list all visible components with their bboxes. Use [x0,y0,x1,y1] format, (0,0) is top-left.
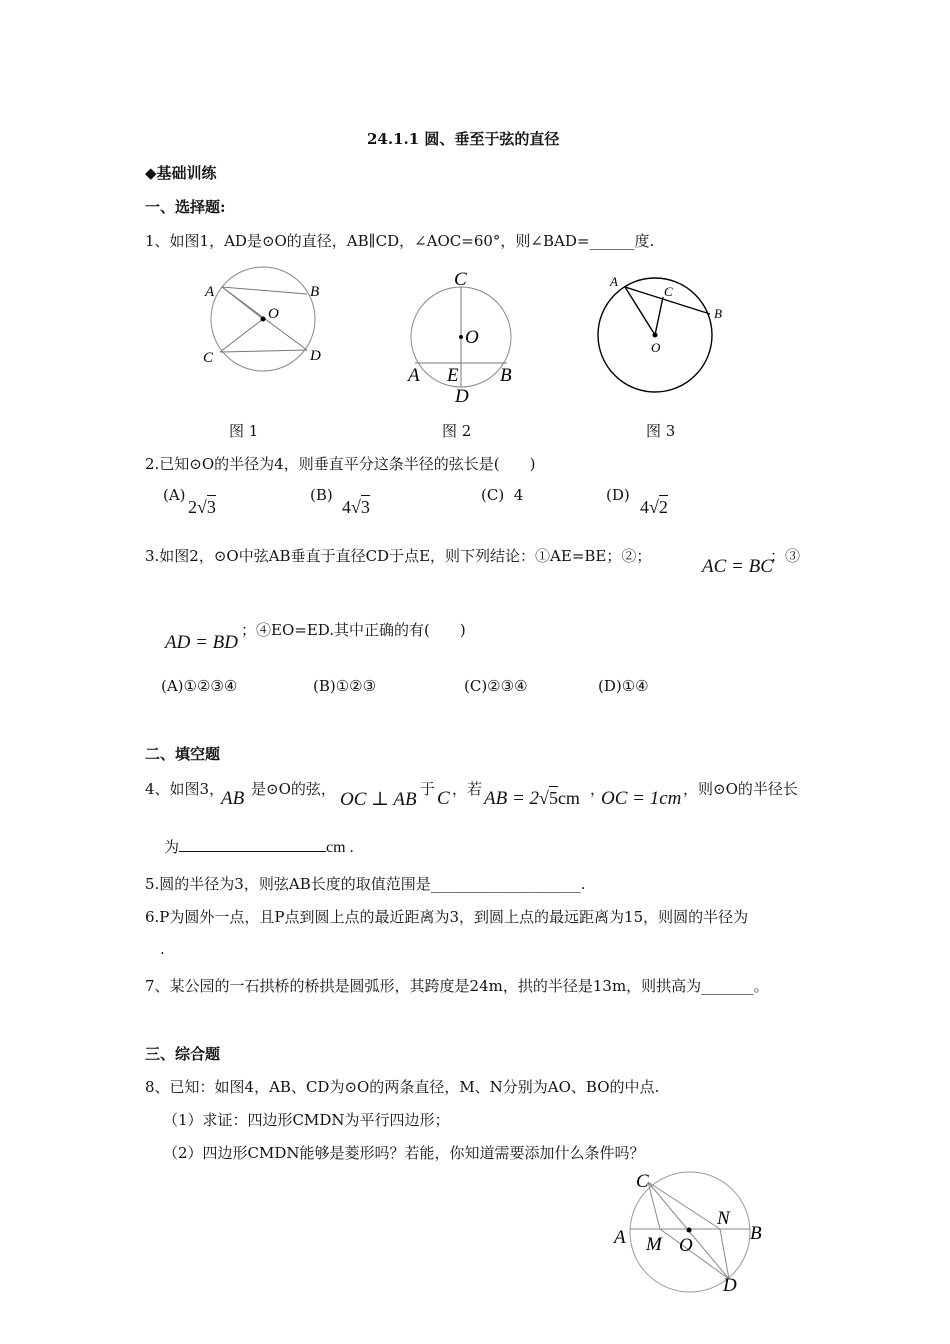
fig1-label-b: B [310,284,320,300]
q3-option-b: (B)①②③ [313,677,377,695]
question-8-part-1: （1）求证：四边形CMDN为平行四边形； [163,1111,450,1129]
q3-arc-equality-1: AC = BC [702,556,773,577]
figure-1-caption: 图 1 [229,422,259,440]
fig2-label-d: D [455,386,469,407]
figure-3 [592,268,732,398]
q3-option-c: (C)②③④ [464,677,528,695]
section-choice-heading: 一、选择题: [145,198,226,216]
q3-option-d: (D)①④ [598,677,649,695]
q4-suffix: ，则⊙O的半径长 [683,780,798,798]
figure-3-caption: 图 3 [646,422,676,440]
question-7: 7、某公园的一石拱桥的桥拱是圆弧形，其跨度是24m，拱的半径是13m，则拱高为_______。 [145,977,769,995]
q4-text-2: 于 [420,780,436,798]
fig1-label-o: O [268,306,279,322]
fig2-label-a: A [408,365,420,386]
fig3-label-b: B [714,306,722,321]
q4-oc-perp-ab: OC ⊥ AB [340,789,417,810]
fig3-label-o: O [651,340,661,355]
fig4-label-m: M [646,1234,662,1255]
section-basic-training: ◆基础训练 [145,164,217,182]
section-comprehensive-heading: 三、综合题 [145,1045,221,1063]
figure-1 [195,262,335,382]
fig2-label-b: B [500,365,512,386]
fig1-label-a: A [205,284,215,300]
q4-separator: ， [590,780,606,798]
question-6-line2: . [160,940,165,958]
q4-text-3: ，若 [452,780,483,798]
question-2: 2.已知⊙O的半径为4，则垂直平分这条半径的弦长是( ) [145,455,536,473]
fig1-label-c: C [203,350,214,366]
fig4-label-n: N [717,1208,730,1229]
q4-oc-length: OC = 1cm [601,788,682,809]
q2-option-a-value: 2√3 [188,497,216,517]
question-3: 3.如图2，⊙O中弦AB垂直于直径CD于点E，则下列结论：①AE=BE；②； [145,547,652,565]
q4-c: C [437,788,450,809]
q3-tail-2: ；④EO=ED.其中正确的有( ) [241,621,466,639]
fig4-label-c: C [636,1171,649,1192]
fig4-label-a: A [614,1227,626,1248]
q2-option-d-label: (D) [606,486,630,504]
q3-tail-1: ；③ [770,547,801,565]
figure-2 [400,262,525,407]
fig3-label-a: A [610,274,618,289]
fig2-label-o: O [465,327,479,348]
fig2-label-c: C [454,269,467,290]
q4-ab: AB [221,788,245,809]
q2-option-c: (C) 4 [481,486,524,504]
q2-option-d-value: 4√2 [640,497,668,517]
q4-line2: 为 cm . [164,838,354,856]
q4-ab-length: AB = 2√5cm [484,788,580,809]
q4-prefix: 4、如图3， [145,780,225,798]
fig2-label-e: E [447,365,459,386]
figure-4 [605,1165,780,1297]
question-8-part-2: （2）四边形CMDN能够是菱形吗？若能，你知道需要添加什么条件吗？ [163,1144,645,1162]
fig4-label-d: D [723,1275,737,1296]
q2-option-b-label: (B) [310,486,333,504]
fig4-label-o: O [679,1235,693,1256]
q4-text-1: 是⊙O的弦， [251,780,336,798]
question-5: 5.圆的半径为3，则弦AB长度的取值范围是____________________. [145,875,586,893]
q2-option-a-label: (A) [163,486,186,504]
section-fill-heading: 二、填空题 [145,745,221,763]
figure-2-caption: 图 2 [442,422,472,440]
q2-option-b-value: 4√3 [342,497,370,517]
question-1: 1、如图1，AD是⊙O的直径，AB∥CD，∠AOC=60°，则∠BAD=______度. [145,232,655,250]
question-8: 8、已知：如图4，AB、CD为⊙O的两条直径，M、N分别为AO、BO的中点. [145,1078,660,1096]
fig1-label-d: D [310,348,321,364]
question-6: 6.P为圆外一点，且P点到圆上点的最近距离为3，到圆上点的最远距离为15，则圆的半径为 [145,908,749,926]
fig3-label-c: C [664,284,673,299]
q3-arc-equality-2: AD = BD [165,632,238,653]
q3-option-a: (A)①②③④ [161,677,238,695]
page-title: 24.1.1 圆、垂至于弦的直径 [367,130,560,148]
fig4-label-b: B [750,1223,762,1244]
